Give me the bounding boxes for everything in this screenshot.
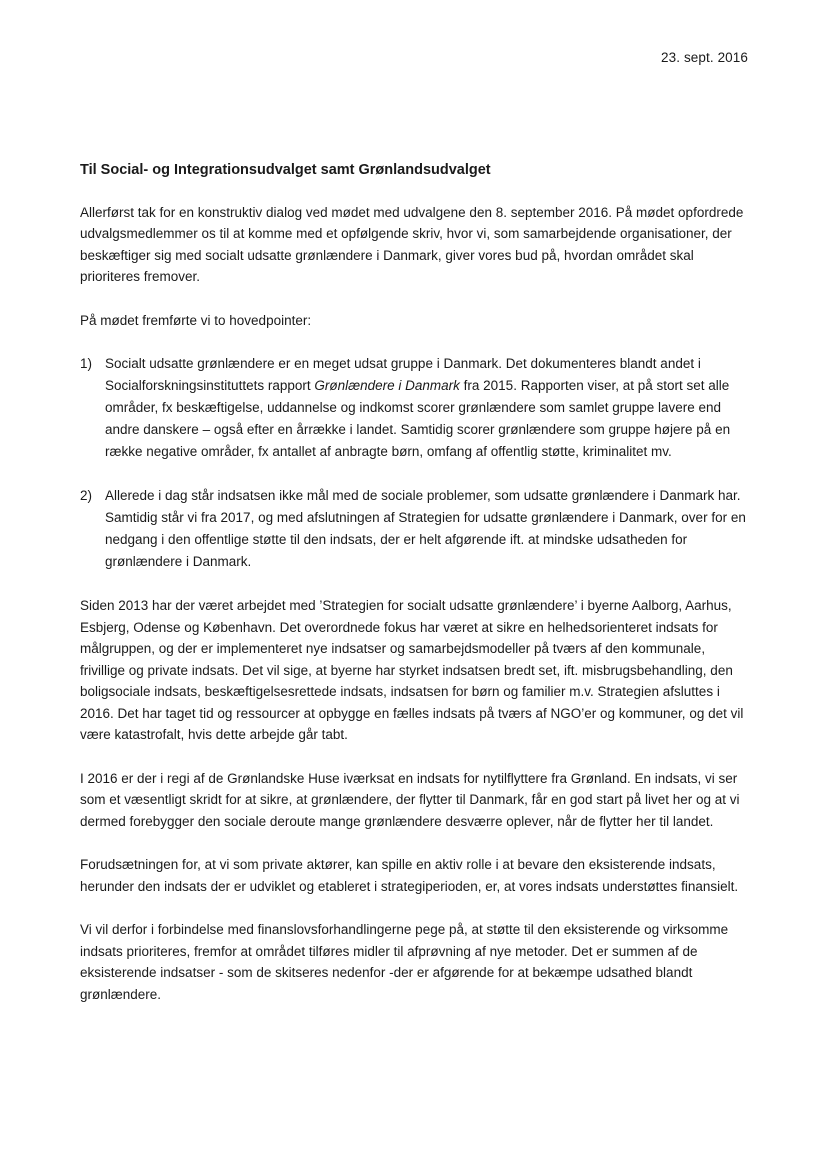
- point-number: 1): [80, 356, 93, 371]
- body-paragraph-priorities: Vi vil derfor i forbindelse med finanslovsforhandlingerne pege på, at støtte til den eksisterende og virksomme indsats prioriteres, fremfor at området tilføres midler til afprøvning af nye metoder. Det er summen af de eksisterende indsatser - som de skitseres nedenfor -der er afgørende for at bekæmpe udsathed blandt grønlændere.: [80, 922, 729, 1002]
- main-point-1: [80, 353, 748, 463]
- point-text: [105, 485, 748, 573]
- point-text-part: fra 2015. Rapporten viser, at på stort set alle områder, fx beskæftigelse, uddannelse og indkomst scorer grønlændere som samlet gruppe lavere end andre danskere – også efter en årrække i landet. Samtidig scorer grønlændere som gruppe højere på en række negative områder, fx antallet af anbragte børn, omfang af offentlig støtte, kriminalitet mv.: [105, 378, 731, 459]
- body-paragraph-strategy: Siden 2013 har der været arbejdet med ’Strategien for socialt udsatte grønlændere’ i byerne Aalborg, Aarhus, Esbjerg, Odense og København. Det overordnede fokus har været at sikre en helhedsorienteret indsats for målgruppen, og der er implementeret nye indsatser og samarbejdsmodeller på tværs af den kommunale, frivillige og private indsats. Det vil sige, at byerne har styrket indsatsen bredt set, ift. misbrugsbehandling, den boligsociale indsats, beskæftigelsesrettede indsats, indsatsen for børn og familier m.v. Strategien afsluttes i 2016. Det har taget tid og ressourcer at opbygge en fælles indsats på tværs af NGO’er og kommuner, og det vil være katastrofalt, hvis dette arbejde går tabt.: [80, 598, 744, 742]
- main-points-list: [80, 353, 748, 573]
- body-paragraph-funding: Forudsætningen for, at vi som private aktører, kan spille en aktiv rolle i at bevare den eksisterende indsats, herunder den indsats der er udviklet og etableret i strategiperioden, er, at vores indsats understøttes finansielt.: [80, 857, 739, 894]
- point-text-part: Socialt udsatte grønlændere er en meget udsat gruppe i Danmark. Det dokumenteres blandt andet i Socialforskningsinstituttets rapport: [105, 356, 701, 393]
- point-text-part: Allerede i dag står indsatsen ikke mål med de sociale problemer, som udsatte grønlændere i Danmark har. Samtidig står vi fra 2017, og med afslutningen af Strategien for udsatte grønlændere i Danmark, over for en nedgang i den offentlige støtte til den indsats, der er helt afgørende ift. at mindske udsatheden for grønlændere i Danmark.: [105, 488, 746, 569]
- point-number: 2): [80, 488, 93, 503]
- body-paragraph-newcomers: I 2016 er der i regi af de Grønlandske Huse iværksat en indsats for nytilflyttere fra Grønland. En indsats, vi ser som et væsentligt skridt for at sikre, at grønlændere, der flytter til Danmark, får en god start på livet her og at vi dermed forebygger den sociale deroute mange grønlændere desværre oplever, når de flytter her til landet.: [80, 770, 740, 829]
- letter-heading: Til Social- og Integrationsudvalget samt Grønlandsudvalget: [80, 162, 491, 178]
- intro-paragraph: Allerførst tak for en konstruktiv dialog ved mødet med udvalgene den 8. september 2016. På mødet opfordrede udvalgsmedlemmer os til at komme med et opfølgende skriv, hvor vi, som samarbejdende organisationer, der beskæftiger sig med socialt udsatte grønlændere i Danmark, giver vores bud på, hvordan området skal prioriteres fremover.: [80, 204, 744, 284]
- report-title: Grønlændere i Danmark: [314, 378, 460, 393]
- point-text: [105, 353, 748, 463]
- points-intro: På mødet fremførte vi to hovedpointer:: [80, 312, 312, 328]
- document-date: 23. sept. 2016: [661, 50, 748, 65]
- main-point-2: [80, 485, 748, 573]
- letter-body: [80, 160, 748, 1027]
